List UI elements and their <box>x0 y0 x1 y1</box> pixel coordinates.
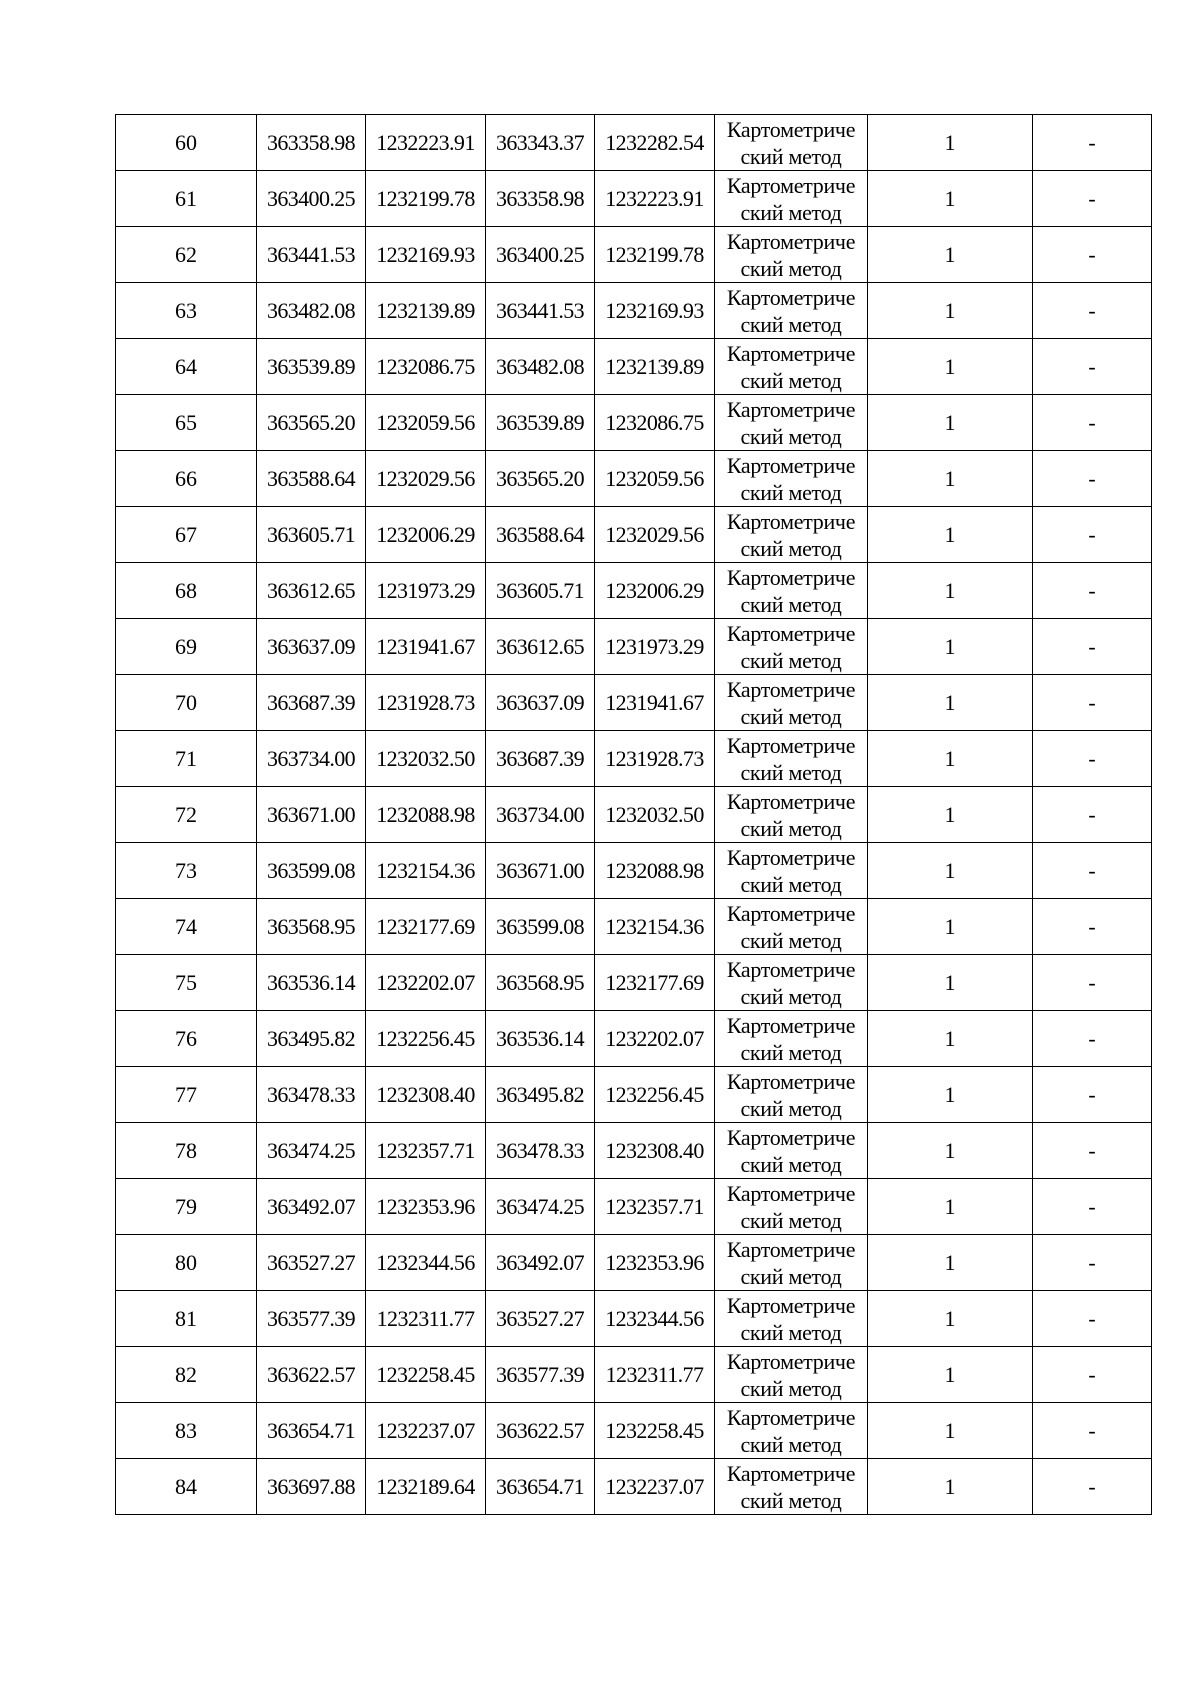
table-row <box>116 283 1152 339</box>
precision-cell: 1 <box>868 115 1033 171</box>
method-text-line-1: Картометриче <box>726 1180 856 1206</box>
point-number-cell: 74 <box>116 899 257 955</box>
method-text-line-1: Картометриче <box>726 1068 856 1094</box>
method-text-line-1: Картометриче <box>726 844 856 870</box>
y2-cell: 1232199.78 <box>595 227 715 283</box>
point-number-cell: 80 <box>116 1235 257 1291</box>
precision-cell: 1 <box>868 1123 1033 1179</box>
method-cell <box>715 1347 868 1403</box>
method-text-line-1: Картометриче <box>726 1012 856 1038</box>
x1-cell: 363478.33 <box>257 1067 366 1123</box>
x2-cell: 363400.25 <box>486 227 595 283</box>
method-text-line-1: Картометриче <box>726 340 856 366</box>
table-row <box>116 1067 1152 1123</box>
table-row <box>116 955 1152 1011</box>
x2-cell: 363599.08 <box>486 899 595 955</box>
method-text-line-1: Картометриче <box>726 1404 856 1430</box>
x2-cell: 363539.89 <box>486 395 595 451</box>
method-cell <box>715 1011 868 1067</box>
method-text-line-1: Картометриче <box>726 956 856 982</box>
x1-cell: 363734.00 <box>257 731 366 787</box>
point-number-cell: 67 <box>116 507 257 563</box>
y2-cell: 1232308.40 <box>595 1123 715 1179</box>
x1-cell: 363495.82 <box>257 1011 366 1067</box>
method-cell <box>715 395 868 451</box>
note-cell: - <box>1033 1011 1152 1067</box>
point-number-cell: 61 <box>116 171 257 227</box>
method-text-line-1: Картометриче <box>726 564 856 590</box>
table-row <box>116 1459 1152 1515</box>
method-cell <box>715 955 868 1011</box>
method-cell <box>715 283 868 339</box>
note-cell: - <box>1033 843 1152 899</box>
point-number-cell: 73 <box>116 843 257 899</box>
method-text-line-2: ский метод <box>740 983 842 1009</box>
method-text-line-1: Картометриче <box>726 1348 856 1374</box>
precision-cell: 1 <box>868 1291 1033 1347</box>
method-cell <box>715 339 868 395</box>
method-text-line-2: ский метод <box>740 1431 842 1457</box>
point-number-cell: 84 <box>116 1459 257 1515</box>
point-number-cell: 63 <box>116 283 257 339</box>
y2-cell: 1232088.98 <box>595 843 715 899</box>
x2-cell: 363687.39 <box>486 731 595 787</box>
method-cell <box>715 619 868 675</box>
x1-cell: 363671.00 <box>257 787 366 843</box>
y2-cell: 1231928.73 <box>595 731 715 787</box>
precision-cell: 1 <box>868 955 1033 1011</box>
precision-cell: 1 <box>868 843 1033 899</box>
y2-cell: 1232202.07 <box>595 1011 715 1067</box>
precision-cell: 1 <box>868 283 1033 339</box>
point-number-cell: 71 <box>116 731 257 787</box>
x2-cell: 363478.33 <box>486 1123 595 1179</box>
method-text-line-2: ский метод <box>740 1039 842 1065</box>
method-text-line-2: ский метод <box>740 199 842 225</box>
y1-cell: 1232344.56 <box>366 1235 486 1291</box>
x1-cell: 363599.08 <box>257 843 366 899</box>
y1-cell: 1232311.77 <box>366 1291 486 1347</box>
method-text-line-2: ский метод <box>740 479 842 505</box>
x1-cell: 363400.25 <box>257 171 366 227</box>
table-row <box>116 395 1152 451</box>
y1-cell: 1232177.69 <box>366 899 486 955</box>
method-text-line-1: Картометриче <box>726 620 856 646</box>
point-number-cell: 79 <box>116 1179 257 1235</box>
x1-cell: 363527.27 <box>257 1235 366 1291</box>
method-cell <box>715 1123 868 1179</box>
method-text-line-2: ский метод <box>740 703 842 729</box>
y2-cell: 1232086.75 <box>595 395 715 451</box>
y1-cell: 1232139.89 <box>366 283 486 339</box>
precision-cell: 1 <box>868 1347 1033 1403</box>
y2-cell: 1232282.54 <box>595 115 715 171</box>
x1-cell: 363697.88 <box>257 1459 366 1515</box>
precision-cell: 1 <box>868 1403 1033 1459</box>
y2-cell: 1232223.91 <box>595 171 715 227</box>
y2-cell: 1232344.56 <box>595 1291 715 1347</box>
method-cell <box>715 115 868 171</box>
y2-cell: 1232353.96 <box>595 1235 715 1291</box>
x2-cell: 363588.64 <box>486 507 595 563</box>
table-row <box>116 227 1152 283</box>
y2-cell: 1232154.36 <box>595 899 715 955</box>
y1-cell: 1231973.29 <box>366 563 486 619</box>
point-number-cell: 77 <box>116 1067 257 1123</box>
method-text-line-2: ский метод <box>740 143 842 169</box>
y2-cell: 1232139.89 <box>595 339 715 395</box>
table-body <box>116 115 1152 1515</box>
y2-cell: 1232059.56 <box>595 451 715 507</box>
x2-cell: 363358.98 <box>486 171 595 227</box>
table-row <box>116 899 1152 955</box>
method-text-line-2: ский метод <box>740 647 842 673</box>
note-cell: - <box>1033 1067 1152 1123</box>
method-cell <box>715 899 868 955</box>
note-cell: - <box>1033 451 1152 507</box>
precision-cell: 1 <box>868 787 1033 843</box>
method-text-line-2: ский метод <box>740 1095 842 1121</box>
method-text-line-1: Картометриче <box>726 1236 856 1262</box>
x1-cell: 363568.95 <box>257 899 366 955</box>
method-text-line-2: ский метод <box>740 1207 842 1233</box>
method-cell <box>715 1179 868 1235</box>
table-row <box>116 1011 1152 1067</box>
table-row <box>116 1235 1152 1291</box>
precision-cell: 1 <box>868 563 1033 619</box>
method-cell <box>715 675 868 731</box>
note-cell: - <box>1033 395 1152 451</box>
note-cell: - <box>1033 619 1152 675</box>
coordinates-table <box>115 114 1152 1515</box>
table-row <box>116 843 1152 899</box>
precision-cell: 1 <box>868 1179 1033 1235</box>
point-number-cell: 75 <box>116 955 257 1011</box>
precision-cell: 1 <box>868 171 1033 227</box>
point-number-cell: 83 <box>116 1403 257 1459</box>
point-number-cell: 62 <box>116 227 257 283</box>
x2-cell: 363441.53 <box>486 283 595 339</box>
method-cell <box>715 731 868 787</box>
y1-cell: 1232189.64 <box>366 1459 486 1515</box>
precision-cell: 1 <box>868 899 1033 955</box>
x2-cell: 363527.27 <box>486 1291 595 1347</box>
x1-cell: 363539.89 <box>257 339 366 395</box>
x1-cell: 363441.53 <box>257 227 366 283</box>
point-number-cell: 64 <box>116 339 257 395</box>
precision-cell: 1 <box>868 451 1033 507</box>
method-cell <box>715 563 868 619</box>
x1-cell: 363482.08 <box>257 283 366 339</box>
y1-cell: 1232237.07 <box>366 1403 486 1459</box>
method-text-line-2: ский метод <box>740 1375 842 1401</box>
table-row <box>116 1179 1152 1235</box>
x2-cell: 363671.00 <box>486 843 595 899</box>
y1-cell: 1232202.07 <box>366 955 486 1011</box>
method-text-line-2: ский метод <box>740 1151 842 1177</box>
x1-cell: 363358.98 <box>257 115 366 171</box>
method-cell <box>715 787 868 843</box>
y2-cell: 1232032.50 <box>595 787 715 843</box>
point-number-cell: 72 <box>116 787 257 843</box>
x1-cell: 363654.71 <box>257 1403 366 1459</box>
x1-cell: 363474.25 <box>257 1123 366 1179</box>
note-cell: - <box>1033 1179 1152 1235</box>
precision-cell: 1 <box>868 1067 1033 1123</box>
method-text-line-2: ский метод <box>740 1319 842 1345</box>
method-cell <box>715 1291 868 1347</box>
method-text-line-1: Картометриче <box>726 788 856 814</box>
note-cell: - <box>1033 955 1152 1011</box>
x1-cell: 363536.14 <box>257 955 366 1011</box>
point-number-cell: 68 <box>116 563 257 619</box>
table-row <box>116 171 1152 227</box>
table-row <box>116 339 1152 395</box>
point-number-cell: 82 <box>116 1347 257 1403</box>
precision-cell: 1 <box>868 507 1033 563</box>
y1-cell: 1232086.75 <box>366 339 486 395</box>
table-row <box>116 563 1152 619</box>
method-text-line-2: ский метод <box>740 927 842 953</box>
method-text-line-2: ский метод <box>740 871 842 897</box>
y1-cell: 1232223.91 <box>366 115 486 171</box>
y1-cell: 1232088.98 <box>366 787 486 843</box>
note-cell: - <box>1033 1235 1152 1291</box>
method-text-line-1: Картометриче <box>726 508 856 534</box>
note-cell: - <box>1033 1403 1152 1459</box>
method-cell <box>715 1403 868 1459</box>
y2-cell: 1231941.67 <box>595 675 715 731</box>
note-cell: - <box>1033 1291 1152 1347</box>
note-cell: - <box>1033 675 1152 731</box>
table-row <box>116 675 1152 731</box>
y1-cell: 1232256.45 <box>366 1011 486 1067</box>
note-cell: - <box>1033 1347 1152 1403</box>
y1-cell: 1232032.50 <box>366 731 486 787</box>
point-number-cell: 78 <box>116 1123 257 1179</box>
point-number-cell: 81 <box>116 1291 257 1347</box>
precision-cell: 1 <box>868 339 1033 395</box>
x1-cell: 363622.57 <box>257 1347 366 1403</box>
method-text-line-2: ский метод <box>740 815 842 841</box>
y1-cell: 1232357.71 <box>366 1123 486 1179</box>
method-cell <box>715 1067 868 1123</box>
x2-cell: 363577.39 <box>486 1347 595 1403</box>
y1-cell: 1232154.36 <box>366 843 486 899</box>
note-cell: - <box>1033 339 1152 395</box>
method-text-line-1: Картометриче <box>726 900 856 926</box>
y1-cell: 1232169.93 <box>366 227 486 283</box>
point-number-cell: 60 <box>116 115 257 171</box>
note-cell: - <box>1033 283 1152 339</box>
y2-cell: 1232357.71 <box>595 1179 715 1235</box>
x1-cell: 363612.65 <box>257 563 366 619</box>
method-text-line-2: ский метод <box>740 1487 842 1513</box>
method-text-line-2: ский метод <box>740 311 842 337</box>
note-cell: - <box>1033 563 1152 619</box>
x2-cell: 363622.57 <box>486 1403 595 1459</box>
precision-cell: 1 <box>868 1459 1033 1515</box>
x2-cell: 363568.95 <box>486 955 595 1011</box>
x2-cell: 363605.71 <box>486 563 595 619</box>
x2-cell: 363637.09 <box>486 675 595 731</box>
note-cell: - <box>1033 899 1152 955</box>
method-text-line-1: Картометриче <box>726 284 856 310</box>
y1-cell: 1232353.96 <box>366 1179 486 1235</box>
method-text-line-1: Картометриче <box>726 1124 856 1150</box>
method-text-line-2: ский метод <box>740 591 842 617</box>
method-text-line-1: Картометриче <box>726 452 856 478</box>
method-cell <box>715 843 868 899</box>
method-text-line-2: ский метод <box>740 367 842 393</box>
x1-cell: 363588.64 <box>257 451 366 507</box>
y1-cell: 1232258.45 <box>366 1347 486 1403</box>
y1-cell: 1232029.56 <box>366 451 486 507</box>
table-row <box>116 1403 1152 1459</box>
y1-cell: 1232059.56 <box>366 395 486 451</box>
x1-cell: 363492.07 <box>257 1179 366 1235</box>
x1-cell: 363637.09 <box>257 619 366 675</box>
method-text-line-1: Картометриче <box>726 676 856 702</box>
x2-cell: 363343.37 <box>486 115 595 171</box>
method-cell <box>715 507 868 563</box>
point-number-cell: 76 <box>116 1011 257 1067</box>
y2-cell: 1231973.29 <box>595 619 715 675</box>
table-row <box>116 731 1152 787</box>
precision-cell: 1 <box>868 1011 1033 1067</box>
method-cell <box>715 451 868 507</box>
method-cell <box>715 227 868 283</box>
table-row <box>116 507 1152 563</box>
precision-cell: 1 <box>868 1235 1033 1291</box>
y1-cell: 1232308.40 <box>366 1067 486 1123</box>
y1-cell: 1231941.67 <box>366 619 486 675</box>
method-text-line-1: Картометриче <box>726 172 856 198</box>
method-text-line-1: Картометриче <box>726 1292 856 1318</box>
method-cell <box>715 1459 868 1515</box>
y2-cell: 1232311.77 <box>595 1347 715 1403</box>
precision-cell: 1 <box>868 619 1033 675</box>
x1-cell: 363565.20 <box>257 395 366 451</box>
method-cell <box>715 1235 868 1291</box>
precision-cell: 1 <box>868 675 1033 731</box>
y1-cell: 1232006.29 <box>366 507 486 563</box>
note-cell: - <box>1033 1123 1152 1179</box>
x1-cell: 363687.39 <box>257 675 366 731</box>
method-text-line-2: ский метод <box>740 1263 842 1289</box>
table-row <box>116 451 1152 507</box>
note-cell: - <box>1033 171 1152 227</box>
y1-cell: 1231928.73 <box>366 675 486 731</box>
method-text-line-1: Картометриче <box>726 396 856 422</box>
table-row <box>116 1291 1152 1347</box>
note-cell: - <box>1033 1459 1152 1515</box>
table-row <box>116 1347 1152 1403</box>
point-number-cell: 65 <box>116 395 257 451</box>
method-cell <box>715 171 868 227</box>
x2-cell: 363654.71 <box>486 1459 595 1515</box>
note-cell: - <box>1033 787 1152 843</box>
x1-cell: 363577.39 <box>257 1291 366 1347</box>
method-text-line-1: Картометриче <box>726 732 856 758</box>
method-text-line-1: Картометриче <box>726 228 856 254</box>
method-text-line-2: ский метод <box>740 255 842 281</box>
point-number-cell: 70 <box>116 675 257 731</box>
table-row <box>116 619 1152 675</box>
x1-cell: 363605.71 <box>257 507 366 563</box>
x2-cell: 363536.14 <box>486 1011 595 1067</box>
note-cell: - <box>1033 731 1152 787</box>
table-row <box>116 1123 1152 1179</box>
method-text-line-2: ский метод <box>740 759 842 785</box>
precision-cell: 1 <box>868 227 1033 283</box>
y2-cell: 1232256.45 <box>595 1067 715 1123</box>
precision-cell: 1 <box>868 395 1033 451</box>
point-number-cell: 69 <box>116 619 257 675</box>
method-text-line-2: ский метод <box>740 423 842 449</box>
note-cell: - <box>1033 507 1152 563</box>
note-cell: - <box>1033 227 1152 283</box>
note-cell: - <box>1033 115 1152 171</box>
point-number-cell: 66 <box>116 451 257 507</box>
y2-cell: 1232006.29 <box>595 563 715 619</box>
table-row <box>116 787 1152 843</box>
table-row <box>116 115 1152 171</box>
y2-cell: 1232169.93 <box>595 283 715 339</box>
y2-cell: 1232177.69 <box>595 955 715 1011</box>
method-text-line-2: ский метод <box>740 535 842 561</box>
x2-cell: 363495.82 <box>486 1067 595 1123</box>
x2-cell: 363482.08 <box>486 339 595 395</box>
method-text-line-1: Картометриче <box>726 116 856 142</box>
x2-cell: 363734.00 <box>486 787 595 843</box>
y2-cell: 1232258.45 <box>595 1403 715 1459</box>
x2-cell: 363492.07 <box>486 1235 595 1291</box>
y2-cell: 1232029.56 <box>595 507 715 563</box>
method-text-line-1: Картометриче <box>726 1460 856 1486</box>
precision-cell: 1 <box>868 731 1033 787</box>
y2-cell: 1232237.07 <box>595 1459 715 1515</box>
x2-cell: 363474.25 <box>486 1179 595 1235</box>
y1-cell: 1232199.78 <box>366 171 486 227</box>
x2-cell: 363612.65 <box>486 619 595 675</box>
x2-cell: 363565.20 <box>486 451 595 507</box>
